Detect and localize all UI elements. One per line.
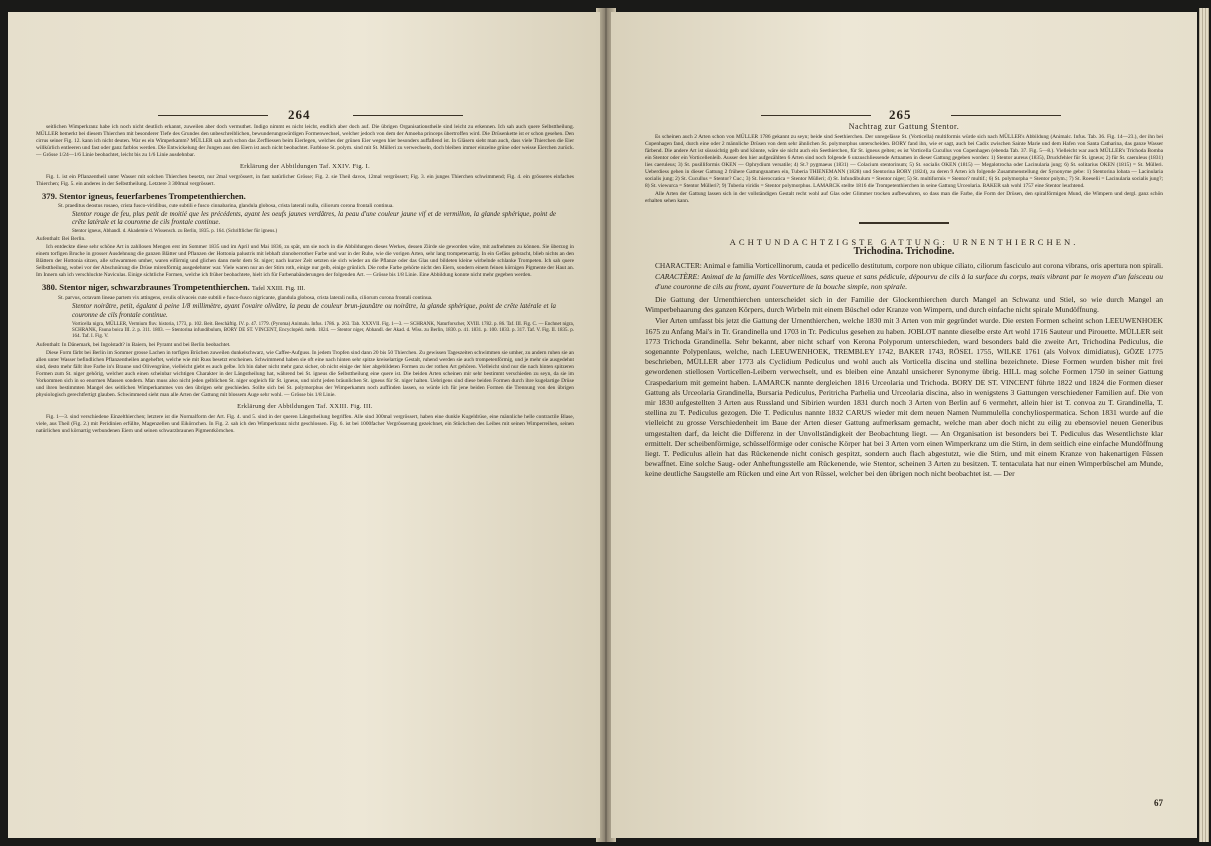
- page-edges: [1199, 8, 1209, 842]
- page-number-left: 264: [288, 107, 311, 122]
- nachtrag-body-2: Alle Arten der Gattung lassen sich in der vollständigen Gestalt recht wohl auf Glas oder Glimmer trocken aufbewahren, so dass man die Farbe, die Form der Drüsen, den spiralförmigen Mund, die Wimpern und dergl. ganz schön erhalten sehen kann.: [645, 191, 1163, 205]
- nachtrag-title: Nachtrag zur Gattung Stentor.: [848, 122, 960, 131]
- caractere-label: CARACTÈRE:: [655, 271, 700, 281]
- right-page: [611, 12, 1197, 838]
- character-latin: [645, 261, 1163, 271]
- species-380-sources: Vorticella nigra, MÜLLER, Vermium fluv. historia, 1773, p. 102. Beit. Beschäftig. IV. p. 47. 1779. (Pyroma) Animalu. Infus. 1786. p. 263. Tab. XXXVII. Fig. 1—3. — SCHRANK, Naturforscher, XVIII. 1782. p. 86. Taf. III. Fig. C. — Enchnet nigra, SCHRANK, Fauna boica III. 2. p. 311. 1803. — Stentorina infundibulum, BORY DE ST. VINCENT, Encyclopéd. méth. 1824. — Stentor niger, Abhandl. der Akad. d. Wiss. zu Berlin, 1830. p. 41. 1831. p. 100. 1833. p. 317. Taf. V. Fig. II. 1835. p. 164. Taf. I. Fig. V.: [72, 321, 574, 340]
- species-379-title: 379. Stentor igneus, feuerfarbenes Trompetenthierchen.: [42, 191, 246, 202]
- right-column: [645, 120, 1163, 481]
- figure-caption-text-2: Fig. 1—3. sind verschiedene Einzelthierchen; letztere ist die Normalform der Art. Fig. 4. und 5. sind in der queren Längstheilung begriffen. Alle sind 300mal vergrössert, haben eine dunkle Kugeldrüse, eine männliche helle contractile Blase, viele, aus Theil (Fig. 2.) mit Peridinien erfüllte, Magenzellen und Eikörnchen. In Fig. 2. sah ich den Wimperkranz nicht geschlossen. Fig. 6. ist bei 1000facher Vergrösserung gezeichnet, ein Stückchen des Leibes mit seinen Wimperreihen, seinen natürlichen und körnartig verbundenen Eiern und seinen schwarzbraunen Pigmentkörnchen.: [36, 414, 574, 435]
- species-380-body: Diese Form färbt bei Berlin im Sommer grosse Lachen in torfigen Brüchen zuweilen dunkelschwarz, wie Caffee-Aufguss. In jedem Tropfen sind dann 20 bis 50 Thierchen. Zu gewissen Tageszeiten schwimmen sie umher, zu andern ruhen sie an allen unter Wasser befindlichen Pflanzentheilen angeheftet, welche wie mit Russ besetzt erscheinen. Schwimmend haben sie oft eine nach hinten sehr spitze kreiselartige Gestalt, ruhend werden sie auch trompetenförmig, und je mehr sie ausgedehnt sind, desto mehr fällt ihre Farbe in's Braune und Olivengrüne, vielleicht giebt es auch gelbe. Ich bin daher nicht mehr ganz sicher, ob nicht einige der hier abgebildeten Formen zu der rothen Art gehören. Vielleicht sind nur die nach hinten spitzeren Formen zum St. niger gehörig, welcher auch einen scheinbar wichtigen Charakter in der Längstheilung hat, während bei St. igneus die Selbsttheilung eine quere ist. Die beiden Arten scheinen mir sehr bestimmt verschieden zu seyn, da sie im Vorkommen sich in so enormen Massen sondern. Man muss also nicht jeden gelblichen St. niger sogleich für St. igneus, und nicht jeden bräunlichen St. igneus für St. niger halten. Uebrigens sind diese beiden Formen durch ihre kugelartige Drüse und ihren bestimmten Mangel des seitlichen Wimperkammes von den übrigen sehr geschieden. Sollte sich bei St. polymorphus der Wimperkamm noch auffinden lassen, so würde ich für jene beiden Formen die Trennung von den übrigen physiologisch gerechtfertigt glauben. Schwimmend sieht man alle Arten der Gattung mit blossem Auge sehr wohl. — Grösse bis 1/8 Linie.: [36, 349, 574, 398]
- intro-paragraph: seitlichen Wimperkranz habe ich noch nicht deutlich erkannt, zuweilen aber doch vermuthet. Indigo nimmt es nicht leicht, endlich aber doch auf. Die übrigen Organisationstheile sind leicht zu erkennen. Ich sah auch quere Selbsttheilung. MÜLLER bemerkt bei diesem Thierchen mit besonderer Tiefe des Grundes den unbeschreiblichen, bewunderungswürdigen Formenwechsel, welcher jedoch von dem der Amoeba princeps übertroffen wird. Die Drüsenkette ist er schon gesehen. Den cirrus seiner Fig. 12. kann ich nicht deuten. War es ein Wimperkamm? MÜLLER sah auch schon das Zerfliessen beim Eierlegen, welches der grünen Eier wegen hier besonders auffallend ist. In Gläsern sieht man auch, dass viele Thierchen die Eier willkürlich entleeren und fast oder ganz farblos werden. Die Entwickelung der Jungen aus den Eiern ist auch nicht beobachtet. Farblose St. polym. sind mit St. Mülleri zu verwechseln, doch bleiben immer einzelne grüne oder weisse Eierchen zurück. — Grösse 1/24—1/6 Linie beobachtet, leicht bis zu 1/6 Linie ausdehnbar.: [36, 124, 574, 158]
- species-380-title-text: 380. Stentor niger, schwarzbraunes Trompetenthierchen.: [42, 282, 250, 293]
- character-text: Animal e familia Vorticellinorum, cauda et pedicello destitutum, corpore non ubique ciliato, ciliorum fasciculo aut corona vibrans, oris apertura non spirali.: [703, 261, 1163, 271]
- genus-name: Trichodina. Trichodine.: [853, 245, 955, 257]
- page-number-right: 265: [889, 107, 912, 122]
- caractere-text: Animal de la famille des Vorticellines, sans queue et sans pédicule, dépourvu de cils à la surface du corps, mais vibrant par le moyen d'un faisceau ou d'une couronne de cils au front, ayant l'ouverture de la bouche simple, non spirale.: [655, 271, 1164, 291]
- species-380-latin: St. parvus, octavam lineae partem vix attingens, ovulis olivaceis cute subtili e fusco-fusco nigricante, glandula globosa, crista laterali nulla, ciliorum corona frontali continua.: [58, 295, 433, 302]
- caractere-french: [645, 272, 1163, 292]
- left-column: [36, 124, 574, 436]
- species-380-title: [36, 283, 574, 293]
- species-379-habitat: Aufenthalt: Bei Berlin.: [36, 236, 86, 243]
- figure-caption-heading-1: Erklärung der Abbildungen Taf. XXIV. Fig. I.: [239, 163, 370, 170]
- species-379-body: Ich entdeckte diese sehr schöne Art in zahllosen Mengen erst im Sommer 1835 und im April und Mai 1836, zu spät, um sie noch in die Abbildungen dieses Werkes, dessen Ziirde sie geworden wäre, mit aufnehmen zu können. Sie überzog in einem torfigen Bruche in grosser Ausdehnung die ganzen Blätter und Pflanzen der Hottonia palustris mit lebhaft zinnoberrother Farbe und war in der Ruhe, wie die vorigen Arten, sehr lang trompetenartig. In ein Gefäss gebracht, blieb nichts an den Blättern der Hottonia sitzen, alle schwammen umher, waren eiförmig und glichen dann mehr dem St. niger; nach kurzer Zeit setzten sie sich wieder an die Pflanze oder das Glas und bildeten kleine wirbelnde schlanke Trompeten. Ich sah quere Selbsttheilung, wobei vor der Abschnürung die Drüse mirenförmig ausgedehnter war. Viele waren nur an der Stirn roth, einige nur gelb, einige grünlich. Die rothe Farbe gehörte nicht den Eiern, sondern einem feinen körnigen Pigmente der Haut an. Im Innern sah ich verschluckte Naviculas. Einige sichtliche Formen, welche ich früher beobachtete, hielt ich für Farbenabänderungen der folgenden Art. — Grösse bis 1/8 Linie. Eine Abbildung konnte nicht mehr gegeben werden.: [36, 244, 574, 279]
- species-380-french: Stentor noirâtre, petit, égalant à peine 1/8 millimètre, ayant l'ovaire olivâtre, la peau de couleur brun-jaunâtre ou noirâtre, la glande sphérique, point de crête latérale et la couronne de cils frontale continue.: [72, 303, 556, 320]
- character-label: CHARACTER:: [655, 261, 702, 271]
- figure-caption-heading-2: Erklärung der Abbildungen Taf. XXIII. Fig. III.: [237, 402, 373, 410]
- header-rule-left-r: [761, 115, 871, 116]
- species-380-habitat: Aufenthalt: In Dänemark, bei Ingolstadt? in Baiern, bei Pyramt und bei Berlin beobachtet.: [36, 341, 231, 348]
- figure-caption-text-1: Fig. 1. ist ein Pflanzentheil unter Wasser mit solchen Thierchen besetzt, nur 2mal vergrössert, in fast natürlicher Grösse; Fig. 2. sie Theil davos, 12mal vergrössert; Fig. 3. ein junges Thierchen schwimmend; Fig. 4. ein grösseres einfaches Thierchen; Fig. 5. ein anderes in der Selbsttheilung. Letztere 3 300mal vergrössert.: [36, 174, 574, 188]
- signature-mark: 67: [1154, 798, 1163, 808]
- nachtrag-body: Es scheinen auch 2 Arten schon von MÜLLER 1786 gekannt zu seyn; beide sind Seethierchen. Der unregelässe St. (Vorticella) multiformis würde sich nach MÜLLER's Abbildung (Animalc. Infus. Tab. 36. Fig. 14—23.), der ihn bei Copenhagen fand, durch eine oder 2 männliche Drüsen von dem sehr ähnlichen St. polymorphus unterscheiden. BORY fand ihn, wie er sagt, auch bei Cadix zwischen Sainte Marie und dem Hafen von Santa Catharina, das ganze Wasser färbend. Die andere Art ist süsssichtig gelb und könnte, wäre sie nicht auch ein Seethierchen, für St. igneus gelten; es ist Vorticella Cucullus von Copenhagen (ebenda Tab. 37. Fig. 5—8.). Vielleicht war auch MÜLLER's Trichoda Bomba ein Stentor oder ein Vorticellenleib. Ausser den hier aufgezählten 6 Arten sind noch folgende 6 unzuschliessende Artnamen in dieser Gattung gegeben worden: 1) Stentor aureus (1835), Druckfehler für St. igneus; 2) für St. caeruleus (1831) lies caeruleus; 3) St. pusilliformis OKEN — Ophrydium versatile; 4) St.? pygmaeus (1831) — Colacium stentorinum; 5) St. socialis OKEN (1815) — Megalotrocha oder Lacinularia jung; 6) St. solitarius OKEN (1815) = St. Mülleri. Ueberdiess gehen in dieser Gattung 2 frühere Gattungsnamen ein, Tuberia THIENEMANN (1828) und Stentorina BORY (1824), zu deren 9 Arten ich folgende Zusammenstellung der Synonyme gebe: 1) Stentorina lobata — Lacinularia socialis jung; 2) St. Cucullus = Stentor? Cuc.; 3) St. hieroccatica = Stentor Mülleri; 4) St. Infundibulum = Stentor niger; 5) St. multiformis = Stentor? multif.; 6) St. polymorpha = Stentor polym.; 7) St. Roeselii = Lacinularia socialis jung?; 8) St. viewurca = Stentor Mülleri?; 9) Tuberia viridis = Stentor polymorphus. LAMARCK stellte 1816 die Trompetenthierchen in seine Gattung Urceolaria. BAKER sah wohl 1757 eine Stentor leuchtend.: [645, 134, 1163, 190]
- divider-line: [859, 222, 949, 224]
- species-379-source: Stentor igneus, Abhandl. d. Akademie d. Wissensch. zu Berlin, 1835. p. 164. (Schriftlicher für igneus.): [72, 228, 278, 234]
- header-rule-right: [353, 115, 463, 116]
- species-380-plate: Tafel XXIII. Fig. III.: [251, 285, 306, 293]
- genus-line: ACHTUNDACHTZIGSTE GATTUNG: URNENTHIERCHEN.: [729, 236, 1079, 247]
- species-379-latin: St. praeditus deostus rosaeo, crista fusco-viridibus, cute subtili e fusco cinnabarina, glandula globosa, crista laterali nulla, ciliorum corona frontali continua.: [58, 202, 394, 209]
- genus-body: Die Gattung der Urnenthierchen unterscheidet sich in der Familie der Glockenthierchen durch Mangel an Schwanz und Stiel, so wie durch Mangel an Wimperbehaarung des ganzen Körpers, durch Wirbeln mit einem Büschel oder Kranze von Wimpern, und durch einfache nicht spirale Mundöffnung.: [645, 294, 1163, 315]
- section-divider: [645, 219, 1163, 227]
- left-page: [8, 12, 600, 838]
- header-rule-left: [158, 115, 268, 116]
- genus-body-2: Vier Arten umfasst bis jetzt die Gattung der Urnenthierchen, welche 1830 mit 3 Arten von mir gegründet wurde. Die ersten Formen scheint schon LEEUWENHOEK 1675 zu Anfang Mai's in Tr. Grandinella und 1703 in Tr. Pediculus gesehen zu haben. JOBLOT nannte dieselbe erste Art wohl 1716 Sauteur und Pirouette. MÜLLER seit 1773 Trichoda Grandinella. Sehr bekannt, aber nicht scharf von Kerona Polyporum unterschieden, ward besonders bald die zweite Art, Trichodina Pediculus, die sogenannte Polypenlaus, welche, nach LEEUWENHOEK, TREMBLEY 1742, BAKER 1743, RÖSEL 1755, WILKE 1761 (als Volvox dimidiatus), GÖZE 1775 beschrieben, MÜLLER aber 1773 als Cyclidium Pediculus und wohl auch als Vorticella discina und stellina bezeichnete. Diese Formen wurden bisher mit frei gewordenen stiellosen Vorticellen-Leibern verwechselt, und es bleiben eine Anzahl unsicherer Synonyme übrig. HILL mag solche Formen 1750 in seiner Gattung Craspedarium mit gemeint haben. LAMARCK nannte dergleichen 1816 Urceolaria und Trichoda. BORY DE ST. VINCENT führte 1822 und 1824 die Formen dieser Gattung als Urceolaria Grandinella, Bursaria Pediculus, Peritricha Parhelia und Urceolaria discina, also in wenigstens 3 Gattungen verschiedener Familien auf. Die von mir 1830 aufgestellten 3 Arten aus Russland und Sibirien wurden 1831 durch noch 3 Arten von Berlin auf 6 vermehrt, allein hier ist T. convoa zu T. Grandinella, T. stellina zu T. Pediculus gezogen. Die T. Pediculus nannte 1832 CARUS wieder mit dem neuen Namen Nummulella conchyliospermatica. Schon 1831 wurde auf die vielleicht zu grosse Verschiedenheit im Baue der Arten dieser Gattung aufmerksam gemacht, welche man aber doch nicht zu eilig zu ebensoviel neuen Generibus umgestalten darf, da leicht die Differenz in der Unvollständigkeit der Beobachtung liegt. — An Organisation ist besonders bei T. Pediculus das Wesentlichste klar ermittelt. Der scheibenförmige, schüsselförmige oder conische Körper hat bei 3 Arten vorn einen Wimperkranz um die Stirn, in dem seitlich eine einfache Mundöffnung liegt. T. Pediculus allein hat das Rückenende nicht conisch gespitzt, sondern auch flach abgestutzt, wie die Stirn, und mit einem Kranze von hakenartigen Füssen bewaffnet. Eine solche Saug- oder Anheftungsstelle am Rückenende, wie Stentor, scheinen 3 Arten zu besitzen. T. tentaculata hat nur einen Wimperbüschel am Munde, keine deutliche Saugstelle am Rücken und eine Art von Rüssel, welcher bei den übrigen noch nicht beobachtet ist. — Der: [645, 316, 1163, 479]
- species-379-french: Stentor rouge de feu, plus petit de moitié que les précédents, ayant les oeufs jaunes verdâtres, la peau d'une couleur jaune vif et de vermillon, la glande sphérique, point de crête latérale et la couronne de cils frontale continue.: [72, 210, 556, 227]
- header-rule-right-r: [951, 115, 1061, 116]
